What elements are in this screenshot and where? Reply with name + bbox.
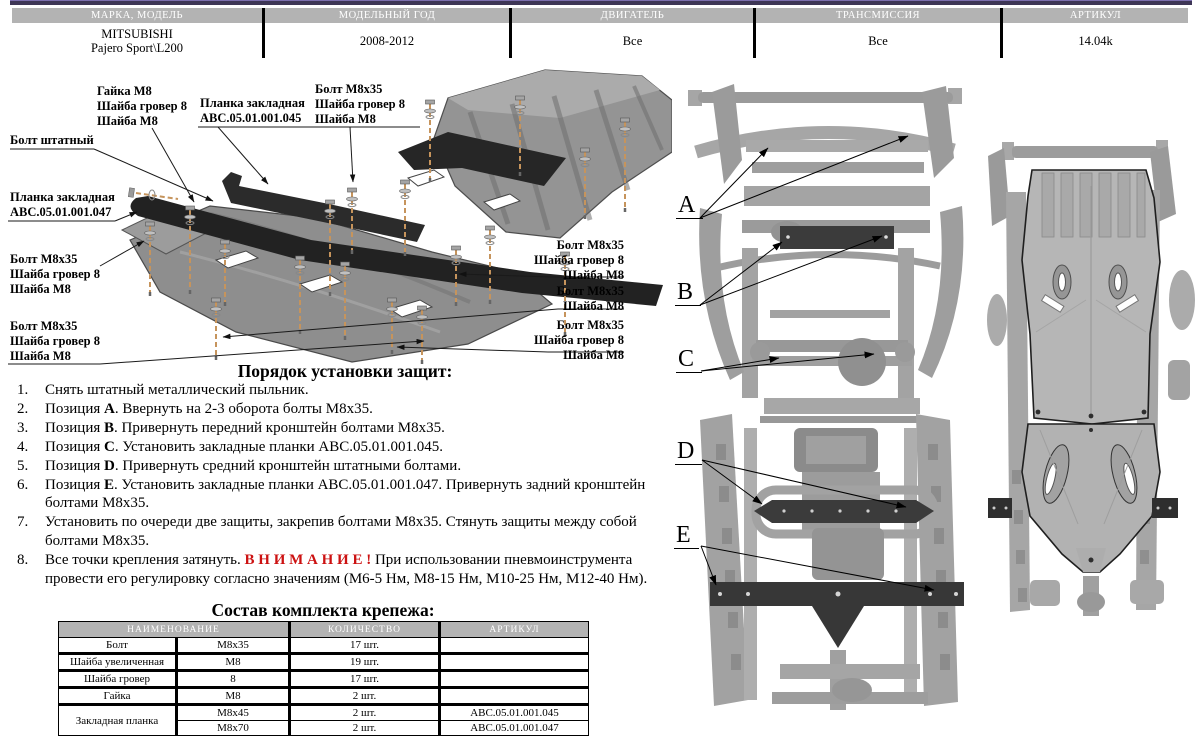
header-col-year-label: МОДЕЛЬНЫЙ ГОД — [265, 8, 509, 23]
callout-line: Шайба М8 — [10, 349, 71, 363]
make-line-2: Pajero Sport\L200 — [90, 40, 183, 55]
callout-plate-047 — [10, 190, 115, 220]
callout-bolt-left-1 — [10, 252, 100, 297]
instruction-number: 3. — [17, 419, 29, 436]
top-accent-bar — [10, 0, 1192, 5]
kit-size: М8х35 — [177, 638, 290, 654]
callout-line: Шайба гровер 8 — [97, 99, 187, 113]
header-divider — [753, 8, 756, 58]
callout-line: Гайка М8 — [97, 84, 152, 98]
kit-name: Шайба гровер — [59, 671, 177, 688]
instruction-item-6 — [14, 476, 674, 514]
kit-size: М8 — [177, 688, 290, 705]
instruction-text: Позиция — [45, 457, 104, 474]
callout-line: Болт М8х35 — [556, 318, 624, 332]
kit-header-cell: АРТИКУЛ — [440, 622, 589, 638]
trans-value: Все — [868, 33, 888, 48]
callout-line: Болт М8х35 — [556, 284, 624, 298]
instruction-text: Позиция — [45, 400, 104, 417]
side-bracket-left — [988, 498, 1012, 518]
callout-line: Шайба М8 — [563, 299, 624, 313]
callout-line: ABC.05.01.001.045 — [200, 111, 302, 125]
header-col-engine-label: ДВИГАТЕЛЬ — [512, 8, 753, 23]
header-divider — [509, 8, 512, 58]
instruction-text: Позиция — [45, 438, 104, 455]
instruction-number: 2. — [17, 400, 29, 417]
instruction-item-5 — [14, 457, 674, 476]
instruction-item-2 — [14, 400, 674, 419]
header-col-article-label: АРТИКУЛ — [1003, 8, 1188, 23]
callout-line: Шайба М8 — [10, 282, 71, 296]
instruction-text: А — [104, 400, 115, 417]
header-article-value — [1003, 23, 1188, 58]
instruction-item-8 — [14, 551, 674, 589]
instruction-text: . Установить закладные планки ABC.05.01.001.047. Привернуть задний кронштейн — [114, 476, 646, 493]
installed-protection-view — [985, 75, 1200, 620]
callout-line: Шайба М8 — [563, 348, 624, 362]
kit-row — [59, 654, 589, 671]
instruction-text: В — [104, 419, 115, 436]
header-make-value — [12, 23, 262, 58]
instruction-number: 8. — [17, 552, 29, 569]
kit-article — [440, 688, 589, 705]
header-col-make-label: МАРКА, МОДЕЛЬ — [12, 8, 262, 23]
instruction-text: Позиция — [45, 476, 104, 493]
factory-bolt — [128, 188, 134, 198]
callout-line: Болт М8х35 — [10, 252, 78, 266]
callout-line: Болт М8х35 — [315, 82, 383, 96]
instruction-item-3 — [14, 419, 674, 438]
callout-line: Шайба М8 — [315, 112, 376, 126]
kit-name: Закладная планка — [75, 714, 159, 727]
position-marker-E: E — [674, 523, 699, 549]
callout-bolt-right-1 — [464, 238, 624, 283]
callout-bolt-left-2 — [10, 319, 100, 364]
callout-line: Шайба гровер 8 — [10, 334, 100, 348]
kit-row — [59, 671, 589, 688]
callout-line: Шайба М8 — [563, 268, 624, 282]
callout-line: Болт штатный — [10, 133, 94, 147]
kit-qty: 2 шт. — [290, 688, 440, 705]
kit-qty: 17 шт. — [290, 671, 440, 688]
callout-bolt-right-3 — [464, 318, 624, 363]
kit-article: ABC.05.01.001.047 — [440, 721, 589, 736]
instruction-text: . Ввернуть на 2-3 оборота болты М8х35. — [114, 400, 373, 417]
instruction-text: болтами М8х35. — [45, 495, 150, 512]
kit-header-cell: НАИМЕНОВАНИЕ — [59, 622, 290, 638]
instruction-text: провести его регулировку согласно значениям (М6-5 Нм, М8-15 Нм, М10-25 Нм, М12-40 Нм). — [45, 571, 648, 588]
callout-line: Планка закладная — [200, 96, 305, 110]
kit-qty: 19 шт. — [290, 654, 440, 671]
kit-qty: 2 шт. — [290, 721, 440, 736]
instruction-number: 1. — [17, 382, 29, 398]
kit-size: М8 — [177, 654, 290, 671]
kit-article: ABC.05.01.001.045 — [440, 705, 589, 721]
callout-line: Шайба гровер 8 — [315, 97, 405, 111]
instruction-text: При использовании пневмоинструмента — [371, 552, 633, 569]
instruction-text: Снять штатный металлический пыльник. — [45, 382, 309, 398]
callout-bolt-right-2 — [464, 284, 624, 314]
instruction-text: D — [104, 457, 115, 474]
attention-text: В Н И М А Н И Е ! — [244, 552, 372, 569]
callout-line: Планка закладная — [10, 190, 115, 204]
instruction-text: Все точки крепления затянуть. — [45, 552, 245, 569]
kit-article — [440, 671, 589, 688]
kit-size: 8 — [177, 671, 290, 688]
callout-line: Шайба гровер 8 — [10, 267, 100, 281]
instruction-number: 5. — [17, 457, 29, 474]
chassis-underside-view — [660, 60, 1000, 730]
kit-row — [59, 705, 589, 721]
kit-title: Состав комплекта крепежа: — [211, 600, 435, 620]
kit-qty: 2 шт. — [290, 705, 440, 721]
position-marker-C: C — [676, 347, 702, 373]
instructions-list — [14, 381, 674, 589]
kit-header-cell: КОЛИЧЕСТВО — [290, 622, 440, 638]
kit-table — [58, 621, 589, 736]
kit-name: Гайка — [59, 688, 177, 705]
kit-article — [440, 638, 589, 654]
instruction-text: . Привернуть передний кронштейн болтами М8х35. — [114, 419, 445, 436]
instruction-text: Е — [104, 476, 115, 493]
instructions-title: Порядок установки защит: — [237, 361, 453, 381]
kit-row — [59, 688, 589, 705]
position-marker-A: A — [676, 193, 703, 219]
instruction-text: . Установить закладные планки ABC.05.01.001.045. — [114, 438, 444, 455]
callout-bolt-standard — [10, 133, 94, 148]
header-year-value — [265, 23, 509, 58]
header-col-trans-label: ТРАНСМИССИЯ — [756, 8, 1000, 23]
callout-bolt-top-right — [315, 82, 405, 127]
instruction-text: С — [104, 438, 115, 455]
kit-size: М8х45 — [177, 705, 290, 721]
instruction-number: 4. — [17, 438, 29, 455]
kit-name: Шайба увеличенная — [59, 654, 177, 671]
kit-row — [59, 638, 589, 654]
instruction-number: 6. — [17, 476, 29, 493]
instruction-text: болтами М8х35. — [45, 533, 150, 550]
header-divider — [262, 8, 265, 58]
header-engine-value — [512, 23, 753, 58]
kit-name: Болт — [59, 638, 177, 654]
header-divider — [1000, 8, 1003, 58]
instruction-item-7 — [14, 513, 674, 551]
callout-line: Болт М8х35 — [10, 319, 78, 333]
callout-line: Шайба М8 — [97, 114, 158, 128]
kit-article — [440, 654, 589, 671]
position-marker-D: D — [675, 439, 702, 465]
callout-line: ABC.05.01.001.047 — [10, 205, 112, 219]
callout-plate-045 — [200, 96, 305, 126]
make-line-1: MITSUBISHI — [101, 26, 173, 41]
callout-line: Шайба гровер 8 — [534, 253, 624, 267]
header-trans-value — [756, 23, 1000, 58]
engine-value: Все — [622, 33, 643, 48]
kit-qty: 17 шт. — [290, 638, 440, 654]
callout-nut-m8 — [97, 84, 187, 129]
middle-bracket-installed — [754, 500, 934, 523]
instruction-text: Установить по очереди две защиты, закрепив болтами М8х35. Стянуть защиты между собой — [45, 514, 637, 531]
kit-size: М8х70 — [177, 721, 290, 736]
instruction-item-1 — [14, 381, 674, 400]
instruction-text: . Привернуть средний кронштейн штатными болтами. — [114, 457, 462, 474]
callout-line: Шайба гровер 8 — [534, 333, 624, 347]
year-value: 2008-2012 — [359, 33, 415, 48]
side-bracket-right — [1152, 498, 1178, 518]
instruction-item-4 — [14, 438, 674, 457]
position-marker-B: B — [675, 280, 701, 306]
bolt-m8x35 — [211, 298, 222, 360]
callout-line: Болт М8х35 — [556, 238, 624, 252]
instruction-number: 7. — [17, 514, 29, 531]
instruction-text: Позиция — [45, 419, 104, 436]
article-value: 14.04k — [1078, 33, 1113, 48]
